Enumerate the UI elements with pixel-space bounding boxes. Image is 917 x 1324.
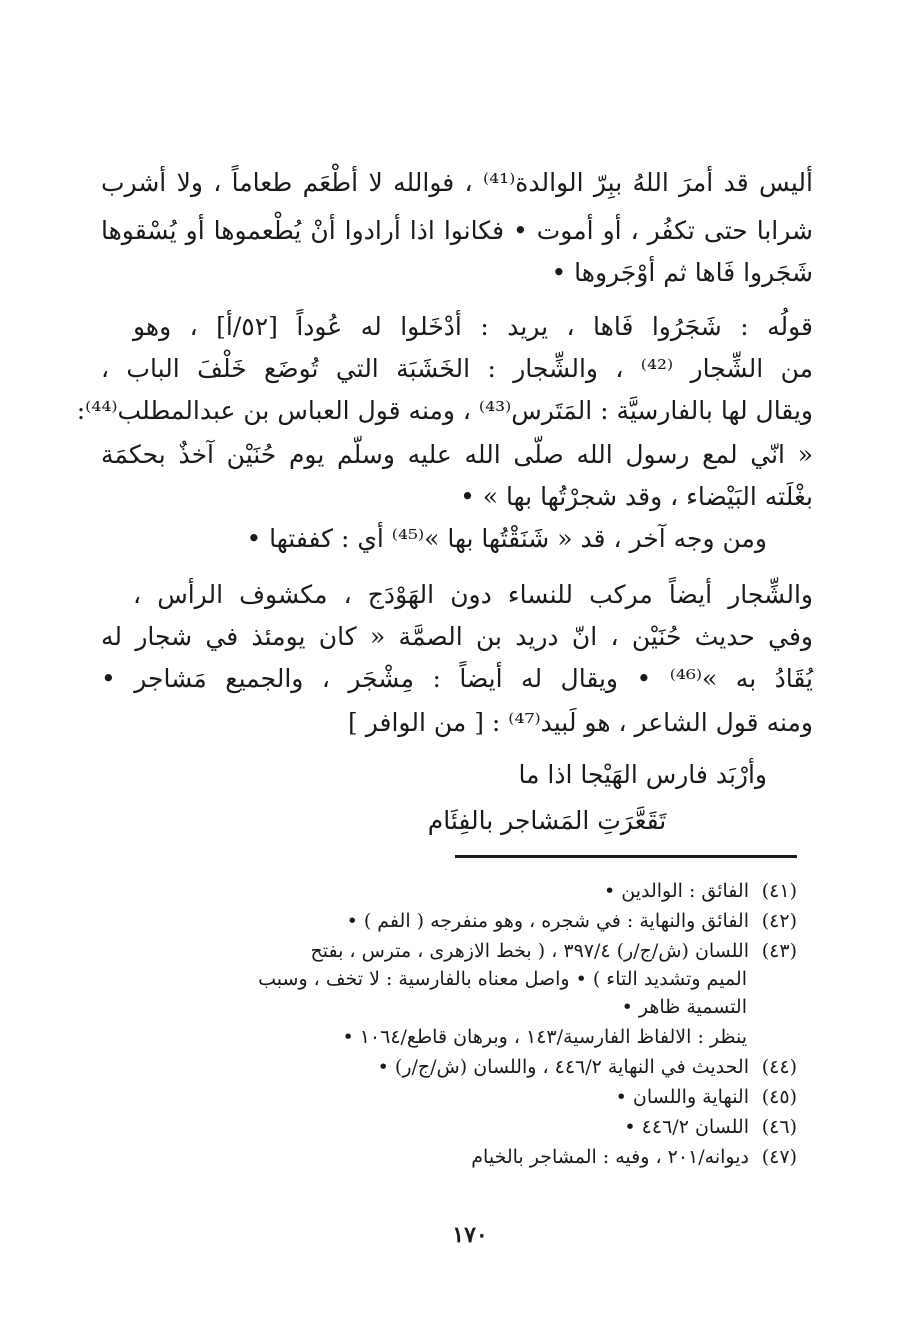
footnote-42 <box>107 908 797 934</box>
body-line-8: بغْلَته البَيْضاء ، وقد شجرْتُها بها » • <box>460 482 813 511</box>
footnote-text: الفائق : الوالدين • <box>603 880 749 902</box>
body-line-5: من الشِّجار ⁽⁴²⁾ ، والشِّجار : الخَشَبَة التي تُوضَع خَلْفَ الباب ، <box>101 354 813 383</box>
footnote-number: (٤١) <box>761 880 797 902</box>
body-line-11: وفي حديث حُنَيْن ، انّ دريد بن الصمَّة « كان يومئذ في شجار له <box>101 622 813 651</box>
body-line-1: أليس قد أمرَ اللهُ ببِرّ الوالدة⁽⁴¹⁾ ، فوالله لا أطْعَم طعاماً ، ولا أشرب <box>101 168 813 197</box>
footnote-45 <box>107 1084 797 1110</box>
footnote-number: (٤٢) <box>761 910 797 932</box>
body-line-12: يُقَادُ به »⁽⁴⁶⁾ • ويقال له أيضاً : مِشْجَر ، والجميع مَشاجر • <box>101 664 813 693</box>
footnote-41 <box>107 878 797 904</box>
body-line-9: ومن وجه آخر ، قد « شَنَقْتُها بها »⁽⁴⁵⁾ أي : كففتها • <box>246 524 767 553</box>
body-line-13: ومنه قول الشاعر ، هو لَبيد⁽⁴⁷⁾ : [ من الوافر ] <box>348 708 813 737</box>
body-line-10: والشِّجار أيضاً مركب للنساء دون الهَوْدَج ، مكشوف الرأس ، <box>133 580 813 609</box>
poem-hemistich-1: وأرْبَد فارس الهَيْجا اذا ما <box>518 760 767 789</box>
footnote-43 <box>107 938 797 964</box>
footnote-number: (٤٦) <box>761 1116 797 1138</box>
footnote-44 <box>107 1054 797 1080</box>
footnote-number: (٤٣) <box>761 940 797 962</box>
footnote-text: ديوانه/٢٠١ ، وفيه : المشاجر بالخيام <box>471 1146 749 1168</box>
poem-hemistich-2: تَقَعَّرَتِ المَشاجر بالفِئَام <box>427 806 667 835</box>
body-line-4: قولُه : شَجَرُوا فَاها ، يريد : أدْخَلوا له عُوداً [٥٢/أ] ، وهو <box>133 312 813 341</box>
body-line-2: شرابا حتى تكفُر ، أو أموت • فكانوا اذا أرادوا أنْ يُطْعموها أو يُسْقوها <box>101 216 813 245</box>
footnote-number: (٤٤) <box>761 1056 797 1078</box>
footnote-43-line-2: الميم وتشديد التاء ) • واصل معناه بالفارسية : لا تخف ، وسبب <box>258 968 747 990</box>
footnote-text: اللسان ٤٤٦/٢ • <box>624 1116 749 1138</box>
footnote-text: النهاية واللسان • <box>615 1086 749 1108</box>
body-line-6: ويقال لها بالفارسيَّة : المَتَرس⁽⁴³⁾ ، ومنه قول العباس بن عبدالمطلب⁽⁴⁴⁾: <box>76 396 813 425</box>
page-number: ١٧٠ <box>452 1222 488 1248</box>
footnote-divider <box>455 855 797 858</box>
footnote-number: (٤٥) <box>761 1086 797 1108</box>
body-line-3: شَجَروا فَاها ثم أوْجَروها • <box>551 258 813 287</box>
footnote-46 <box>107 1114 797 1140</box>
footnote-text: الحديث في النهاية ٤٤٦/٢ ، واللسان (ش/ج/ر) • <box>377 1056 749 1078</box>
footnote-text: الفائق والنهاية : في شجره ، وهو منفرجه ( الفم ) • <box>346 910 749 932</box>
body-line-7: « انّي لمع رسول الله صلّى الله عليه وسلّم يوم حُنَيْن آخذٌ بحكمَة <box>101 440 813 469</box>
footnote-number: (٤٧) <box>761 1146 797 1168</box>
footnote-47 <box>107 1144 797 1170</box>
footnote-text: اللسان (ش/ج/ر) ٣٩٧/٤ ، ( بخط الازهرى ، مترس ، بفتح <box>310 940 749 962</box>
footnote-43-line-4: ينظر : الالفاظ الفارسية/١٤٣ ، وبرهان قاطع/١٠٦٤ • <box>342 1026 747 1048</box>
footnote-43-line-3: التسمية ظاهر • <box>621 996 747 1018</box>
